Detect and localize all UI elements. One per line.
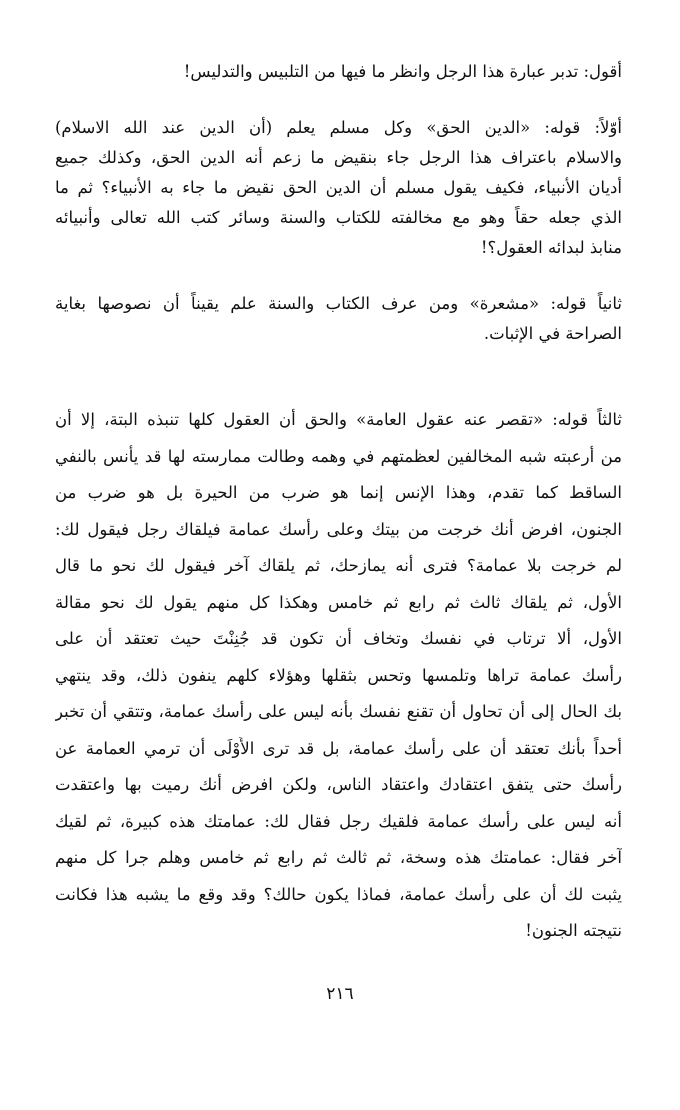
paragraph-first-line: أوّلاً: قوله: «الدين الحق» وكل مسلم يعلم (أن الدين عند الله الاسلام)	[55, 118, 622, 137]
paragraph-third-line: رأسك عمامة تراها وتلمسها وتحس بثقلها وهؤلاء كلهم ينفون ذلك، وقد ينتهي	[55, 665, 622, 685]
paragraph-third-line: آخر فقال: عمامتك هذه وسخة، ثم ثالث ثم رابع ثم خامس وهلم جرا كل منهم	[55, 848, 622, 867]
paragraph-third-line: الأول، ثم يلقاك ثالث ثم رابع ثم خامس وهكذا كل منهم يقول لك نحو مقالة	[55, 592, 622, 612]
paragraph-first-line: والاسلام باعتراف هذا الرجل جاء بنقيض ما زعم أنه الدين الحق، وكذلك جميع	[55, 148, 622, 167]
paragraph-third-line: لم خرجت بلا عمامة؟ فترى أنه يمازحك، ثم يلقاك آخر فيقول لك نحو ما قال	[55, 556, 622, 575]
paragraph-third-line: الأول، ألا ترتاب في نفسك وتخاف أن تكون قد جُنِنْتَ حيث تعتقد أن على	[55, 629, 622, 648]
paragraph-third-line: يثبت لك أن على رأسك عمامة، فماذا يكون حالك؟ وقد وقع ما يشبه هذا فكانت	[55, 884, 622, 904]
paragraph-third-line: ثالثاً قوله: «تقصر عنه عقول العامة» والحق أن العقول كلها تنبذه البتة، إلا أن	[55, 410, 622, 429]
paragraph-third-line: من أرعبته شبه المخالفين لعظمتهم في وهمه وطالت ممارسته لها قد يأنس بالنفي	[55, 446, 622, 466]
paragraph-third-line: نتيجته الجنون!	[525, 921, 622, 940]
paragraph-first-line: منابذ لبدائه العقول؟!	[480, 238, 622, 257]
paragraph-third-line: رأسك حتى يتفق اعتقادك واعتقاد الناس، ولكن افرض أنك رميت بها واعتقدت	[55, 775, 622, 794]
paragraph-first-line: أديان الأنبياء، فكيف يقول مسلم أن الدين الحق نقيض ما جاء به الأنبياء؟ ثم ما	[55, 178, 622, 197]
paragraph-second-line: ثانياً قوله: «مشعرة» ومن عرف الكتاب والسنة علم يقيناً أن نصوصها بغاية	[55, 294, 622, 313]
paragraph-third-line: أحداً بأنك تعتقد أن على رأسك عمامة، بل قد ترى الأَوْلَى أن ترمي العمامة عن	[55, 738, 622, 758]
paragraph-third-line: الجنون، افرض أنك خرجت من بيتك وعلى رأسك عمامة فيلقاك رجل فيقول لك:	[55, 519, 622, 539]
paragraph-intro-line: أقول: تدبر عبارة هذا الرجل وانظر ما فيها من التلبيس والتدليس!	[183, 62, 622, 81]
paragraph-first-line: الذي جعله حقاً وهو مع مخالفته للكتاب والسنة وسائر كتب الله تعالى وأنبيائه	[55, 208, 622, 227]
paragraph-third-line: بك الحال إلى أن تحاول أن تقنع نفسك بأنه ليس على رأسك عمامة، وتتقي أن تخبر	[55, 702, 622, 721]
paragraph-third-line: أنه ليس على رأسك عمامة فلقيك رجل فقال لك: عمامتك هذه كبيرة، ثم لقيك	[55, 811, 622, 831]
paragraph-second-line: الصراحة في الإثبات.	[483, 324, 622, 343]
paragraph-third-line: الساقط كما تقدم، وهذا الإنس إنما هو ضرب من الحيرة بل هو ضرب من	[55, 483, 622, 502]
page-number: ٢١٦	[326, 984, 354, 1004]
